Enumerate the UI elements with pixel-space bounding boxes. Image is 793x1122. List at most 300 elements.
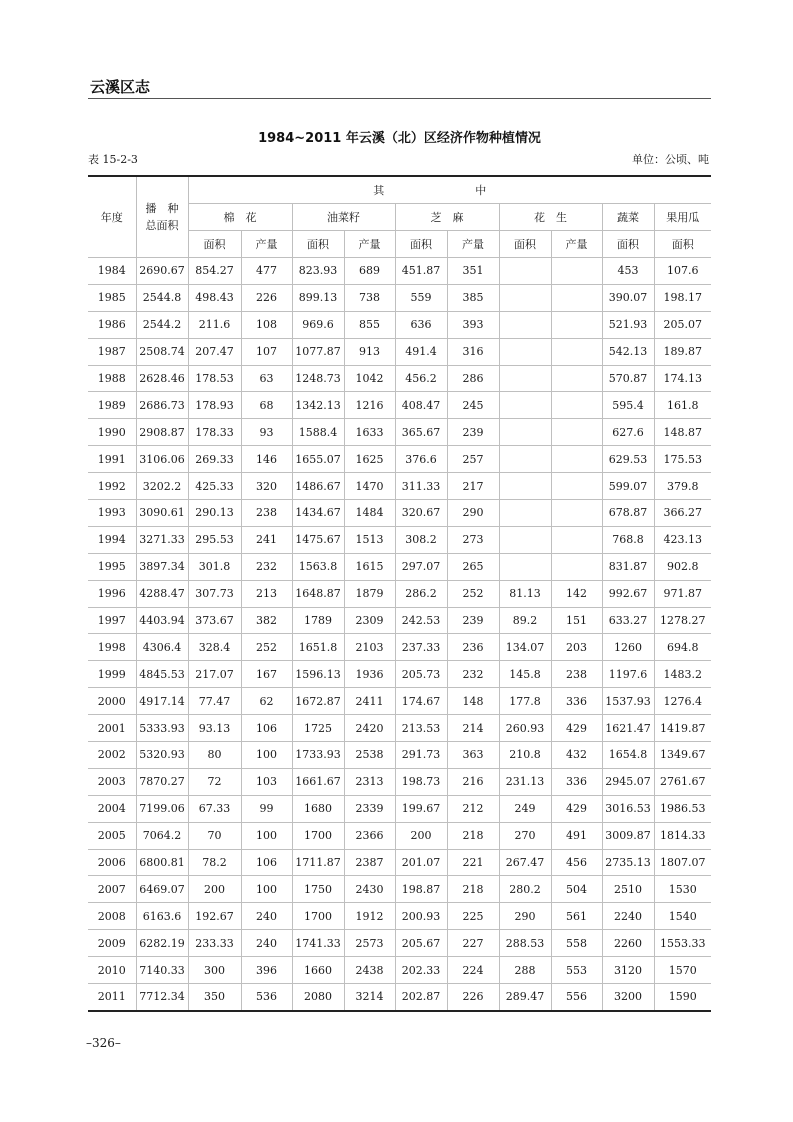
- table-cell: 200: [188, 876, 241, 903]
- table-cell: 2686.73: [136, 392, 188, 419]
- table-cell: 1570: [654, 957, 711, 984]
- table-number: 表 15-2-3: [88, 153, 138, 166]
- table-cell: 1216: [344, 392, 395, 419]
- table-cell: 1553.33: [654, 930, 711, 957]
- table-cell: 295.53: [188, 526, 241, 553]
- table-cell: 320.67: [395, 500, 447, 527]
- table-cell: 823.93: [292, 258, 344, 285]
- table-cell: 68: [241, 392, 292, 419]
- table-cell: 1621.47: [602, 715, 654, 742]
- table-cell: 148.87: [654, 419, 711, 446]
- table-cell: 1672.87: [292, 688, 344, 715]
- table-cell: 273: [447, 526, 499, 553]
- table-cell: 240: [241, 903, 292, 930]
- table-cell: 189.87: [654, 338, 711, 365]
- table-cell: 379.8: [654, 473, 711, 500]
- table-cell: 1540: [654, 903, 711, 930]
- header-crop-vegetables: 蔬菜: [602, 204, 654, 231]
- table-cell: 211.6: [188, 311, 241, 338]
- table-cell: 178.53: [188, 365, 241, 392]
- table-cell: 242.53: [395, 607, 447, 634]
- table-cell: 382: [241, 607, 292, 634]
- table-cell: 1912: [344, 903, 395, 930]
- table-cell: [551, 446, 602, 473]
- table-cell: 290.13: [188, 500, 241, 527]
- table-cell: 2420: [344, 715, 395, 742]
- table-cell: 7199.06: [136, 795, 188, 822]
- table-cell: 205.67: [395, 930, 447, 957]
- table-cell: 1470: [344, 473, 395, 500]
- table-cell: 134.07: [499, 634, 551, 661]
- table-cell: 561: [551, 903, 602, 930]
- table-cell: 200: [395, 822, 447, 849]
- year-cell: 1997: [88, 607, 136, 634]
- table-cell: 556: [551, 984, 602, 1011]
- table-row: [88, 607, 711, 634]
- table-cell: 1077.87: [292, 338, 344, 365]
- table-cell: 100: [241, 876, 292, 903]
- table-cell: 148: [447, 688, 499, 715]
- table-cell: 280.2: [499, 876, 551, 903]
- table-cell: [499, 500, 551, 527]
- table-cell: 393: [447, 311, 499, 338]
- table-cell: 385: [447, 284, 499, 311]
- table-row: [88, 715, 711, 742]
- table-cell: [551, 258, 602, 285]
- table-cell: 1278.27: [654, 607, 711, 634]
- table-cell: 629.53: [602, 446, 654, 473]
- table-cell: 224: [447, 957, 499, 984]
- table-cell: 265: [447, 553, 499, 580]
- table-row: [88, 473, 711, 500]
- table-cell: 425.33: [188, 473, 241, 500]
- table-cell: 477: [241, 258, 292, 285]
- table-cell: [551, 338, 602, 365]
- table-cell: 270: [499, 822, 551, 849]
- table-cell: 1733.93: [292, 742, 344, 769]
- table-cell: 2761.67: [654, 768, 711, 795]
- year-cell: 1993: [88, 500, 136, 527]
- table-cell: 1260: [602, 634, 654, 661]
- table-row: [88, 849, 711, 876]
- header-crop-melons: 果用瓜: [654, 204, 711, 231]
- table-cell: 2080: [292, 984, 344, 1011]
- table-cell: 260.93: [499, 715, 551, 742]
- table-row: [88, 258, 711, 285]
- year-cell: 2007: [88, 876, 136, 903]
- table-cell: [499, 284, 551, 311]
- table-cell: [551, 500, 602, 527]
- table-cell: 1725: [292, 715, 344, 742]
- table-cell: 201.07: [395, 849, 447, 876]
- header-output: 产量: [344, 231, 395, 258]
- table-cell: 6800.81: [136, 849, 188, 876]
- table-cell: 855: [344, 311, 395, 338]
- table-cell: 3897.34: [136, 553, 188, 580]
- table-cell: 3214: [344, 984, 395, 1011]
- table-cell: 212: [447, 795, 499, 822]
- table-cell: 241: [241, 526, 292, 553]
- table-cell: 2438: [344, 957, 395, 984]
- table-cell: 290: [447, 500, 499, 527]
- table-row: [88, 311, 711, 338]
- table-cell: 1936: [344, 661, 395, 688]
- table-cell: 1648.87: [292, 580, 344, 607]
- table-cell: 192.67: [188, 903, 241, 930]
- year-cell: 1989: [88, 392, 136, 419]
- table-cell: 336: [551, 688, 602, 715]
- year-cell: 1994: [88, 526, 136, 553]
- table-cell: 1814.33: [654, 822, 711, 849]
- table-cell: 854.27: [188, 258, 241, 285]
- table-cell: 390.07: [602, 284, 654, 311]
- table-row: [88, 742, 711, 769]
- table-cell: 78.2: [188, 849, 241, 876]
- table-row: [88, 526, 711, 553]
- table-cell: 1700: [292, 903, 344, 930]
- table-cell: 99: [241, 795, 292, 822]
- header-total-area: [136, 176, 188, 258]
- table-cell: 2544.8: [136, 284, 188, 311]
- table-row: [88, 930, 711, 957]
- table-cell: 107: [241, 338, 292, 365]
- table-cell: [499, 526, 551, 553]
- table-cell: 217: [447, 473, 499, 500]
- table-cell: 2908.87: [136, 419, 188, 446]
- table-cell: 291.73: [395, 742, 447, 769]
- year-cell: 1986: [88, 311, 136, 338]
- table-cell: 225: [447, 903, 499, 930]
- table-cell: 89.2: [499, 607, 551, 634]
- table-row: [88, 580, 711, 607]
- header-crop-peanut: 花 生: [499, 204, 602, 231]
- table-cell: [551, 473, 602, 500]
- table-cell: 1484: [344, 500, 395, 527]
- table-cell: 1513: [344, 526, 395, 553]
- table-cell: 7140.33: [136, 957, 188, 984]
- table-cell: 328.4: [188, 634, 241, 661]
- table-cell: [499, 473, 551, 500]
- table-cell: 3120: [602, 957, 654, 984]
- table-cell: 1680: [292, 795, 344, 822]
- table-cell: 3271.33: [136, 526, 188, 553]
- table-cell: 2260: [602, 930, 654, 957]
- table-cell: 1434.67: [292, 500, 344, 527]
- year-cell: 1996: [88, 580, 136, 607]
- table-cell: 831.87: [602, 553, 654, 580]
- table-cell: 1590: [654, 984, 711, 1011]
- table-cell: 2510: [602, 876, 654, 903]
- table-cell: 239: [447, 607, 499, 634]
- table-cell: 2411: [344, 688, 395, 715]
- table-cell: 2240: [602, 903, 654, 930]
- table-cell: 1419.87: [654, 715, 711, 742]
- table-cell: [499, 258, 551, 285]
- table-cell: 6282.19: [136, 930, 188, 957]
- table-cell: 213.53: [395, 715, 447, 742]
- table-cell: 694.8: [654, 634, 711, 661]
- table-cell: 198.73: [395, 768, 447, 795]
- table-cell: 178.93: [188, 392, 241, 419]
- table-cell: 1986.53: [654, 795, 711, 822]
- table-cell: [551, 553, 602, 580]
- year-cell: 2002: [88, 742, 136, 769]
- header-area: 面积: [188, 231, 241, 258]
- table-cell: 269.33: [188, 446, 241, 473]
- table-cell: 1588.4: [292, 419, 344, 446]
- table-cell: 238: [551, 661, 602, 688]
- table-cell: 899.13: [292, 284, 344, 311]
- table-cell: 103: [241, 768, 292, 795]
- header-crop-sesame: 芝 麻: [395, 204, 499, 231]
- table-cell: 77.47: [188, 688, 241, 715]
- table-cell: 429: [551, 715, 602, 742]
- table-cell: 456: [551, 849, 602, 876]
- table-cell: 4288.47: [136, 580, 188, 607]
- table-cell: 142: [551, 580, 602, 607]
- table-cell: 240: [241, 930, 292, 957]
- table-cell: 4403.94: [136, 607, 188, 634]
- table-cell: 2544.2: [136, 311, 188, 338]
- year-cell: 1990: [88, 419, 136, 446]
- year-cell: 1991: [88, 446, 136, 473]
- table-cell: [499, 553, 551, 580]
- table-cell: [499, 446, 551, 473]
- table-cell: 5333.93: [136, 715, 188, 742]
- table-cell: 297.07: [395, 553, 447, 580]
- table-cell: 1633: [344, 419, 395, 446]
- table-cell: 167: [241, 661, 292, 688]
- table-cell: 67.33: [188, 795, 241, 822]
- table-cell: 1700: [292, 822, 344, 849]
- table-cell: 93.13: [188, 715, 241, 742]
- table-cell: 363: [447, 742, 499, 769]
- table-row: [88, 392, 711, 419]
- table-cell: 3016.53: [602, 795, 654, 822]
- table-cell: [499, 392, 551, 419]
- table-cell: 1530: [654, 876, 711, 903]
- table-cell: 198.87: [395, 876, 447, 903]
- year-cell: 1988: [88, 365, 136, 392]
- table-cell: 290: [499, 903, 551, 930]
- table-cell: [551, 284, 602, 311]
- table-cell: 151: [551, 607, 602, 634]
- table-cell: 504: [551, 876, 602, 903]
- table-cell: 992.67: [602, 580, 654, 607]
- table-row: [88, 903, 711, 930]
- table-cell: 2339: [344, 795, 395, 822]
- table-row: [88, 634, 711, 661]
- table-cell: 2387: [344, 849, 395, 876]
- table-cell: [499, 338, 551, 365]
- header-total-line1: 播 种: [145, 202, 179, 215]
- table-cell: 202.33: [395, 957, 447, 984]
- table-cell: 542.13: [602, 338, 654, 365]
- table-cell: 559: [395, 284, 447, 311]
- table-cell: 521.93: [602, 311, 654, 338]
- table-cell: 4845.53: [136, 661, 188, 688]
- year-cell: 2001: [88, 715, 136, 742]
- table-cell: 558: [551, 930, 602, 957]
- table-cell: 232: [447, 661, 499, 688]
- table-cell: 226: [241, 284, 292, 311]
- table-cell: 451.87: [395, 258, 447, 285]
- header-area: 面积: [654, 231, 711, 258]
- table-cell: 174.13: [654, 365, 711, 392]
- table-cell: 70: [188, 822, 241, 849]
- table-cell: 210.8: [499, 742, 551, 769]
- table-cell: 2538: [344, 742, 395, 769]
- table-cell: 205.73: [395, 661, 447, 688]
- year-cell: 1987: [88, 338, 136, 365]
- table-cell: 2628.46: [136, 365, 188, 392]
- header-output: 产量: [447, 231, 499, 258]
- table-cell: 491.4: [395, 338, 447, 365]
- table-cell: 2430: [344, 876, 395, 903]
- table-cell: 100: [241, 742, 292, 769]
- table-cell: 205.07: [654, 311, 711, 338]
- table-cell: 2573: [344, 930, 395, 957]
- year-cell: 2005: [88, 822, 136, 849]
- table-cell: [551, 311, 602, 338]
- table-cell: 286.2: [395, 580, 447, 607]
- year-cell: 2006: [88, 849, 136, 876]
- table-cell: 1276.4: [654, 688, 711, 715]
- table-cell: 1042: [344, 365, 395, 392]
- table-row: [88, 553, 711, 580]
- table-cell: 429: [551, 795, 602, 822]
- table-cell: 252: [241, 634, 292, 661]
- table-cell: 218: [447, 876, 499, 903]
- table-cell: 177.8: [499, 688, 551, 715]
- table-cell: 4306.4: [136, 634, 188, 661]
- table-cell: 6163.6: [136, 903, 188, 930]
- table-cell: 108: [241, 311, 292, 338]
- table-cell: 1651.8: [292, 634, 344, 661]
- header-output: 产量: [551, 231, 602, 258]
- table-cell: 257: [447, 446, 499, 473]
- table-cell: 2366: [344, 822, 395, 849]
- table-body: [88, 258, 711, 1011]
- table-cell: 217.07: [188, 661, 241, 688]
- table-row: [88, 768, 711, 795]
- table-cell: 301.8: [188, 553, 241, 580]
- table-cell: 174.67: [395, 688, 447, 715]
- table-cell: 768.8: [602, 526, 654, 553]
- table-cell: 336: [551, 768, 602, 795]
- table-cell: 175.53: [654, 446, 711, 473]
- table-cell: 3090.61: [136, 500, 188, 527]
- header-area: 面积: [292, 231, 344, 258]
- table-cell: 146: [241, 446, 292, 473]
- table-cell: 1596.13: [292, 661, 344, 688]
- year-cell: 2000: [88, 688, 136, 715]
- year-cell: 1999: [88, 661, 136, 688]
- table-cell: 423.13: [654, 526, 711, 553]
- header-year: 年度: [88, 176, 136, 258]
- table-cell: 199.67: [395, 795, 447, 822]
- table-cell: 1711.87: [292, 849, 344, 876]
- table-cell: 595.4: [602, 392, 654, 419]
- table-cell: 72: [188, 768, 241, 795]
- year-cell: 1998: [88, 634, 136, 661]
- book-title: 云溪区志: [90, 78, 151, 96]
- table-cell: 1655.07: [292, 446, 344, 473]
- table-row: [88, 688, 711, 715]
- table-cell: 81.13: [499, 580, 551, 607]
- year-cell: 2009: [88, 930, 136, 957]
- table-cell: 237.33: [395, 634, 447, 661]
- table-cell: 252: [447, 580, 499, 607]
- table-cell: 233.33: [188, 930, 241, 957]
- table-cell: 320: [241, 473, 292, 500]
- table-cell: 63: [241, 365, 292, 392]
- table-cell: 969.6: [292, 311, 344, 338]
- table-cell: 1197.6: [602, 661, 654, 688]
- year-cell: 1984: [88, 258, 136, 285]
- table-cell: 213: [241, 580, 292, 607]
- table-cell: 207.47: [188, 338, 241, 365]
- table-cell: 100: [241, 822, 292, 849]
- table-cell: 238: [241, 500, 292, 527]
- table-cell: 93: [241, 419, 292, 446]
- table-cell: 376.6: [395, 446, 447, 473]
- table-cell: 288.53: [499, 930, 551, 957]
- table-cell: 3202.2: [136, 473, 188, 500]
- table-row: [88, 661, 711, 688]
- table-cell: 2945.07: [602, 768, 654, 795]
- table-row: [88, 338, 711, 365]
- table-cell: [499, 311, 551, 338]
- table-cell: 202.87: [395, 984, 447, 1011]
- table-cell: [551, 392, 602, 419]
- table-cell: 553: [551, 957, 602, 984]
- table-cell: 678.87: [602, 500, 654, 527]
- table-cell: 456.2: [395, 365, 447, 392]
- table-cell: 1660: [292, 957, 344, 984]
- table-cell: 1483.2: [654, 661, 711, 688]
- table-cell: 2735.13: [602, 849, 654, 876]
- year-cell: 2008: [88, 903, 136, 930]
- table-cell: 3200: [602, 984, 654, 1011]
- table-cell: 636: [395, 311, 447, 338]
- table-cell: 1563.8: [292, 553, 344, 580]
- table-cell: 599.07: [602, 473, 654, 500]
- table-cell: 1615: [344, 553, 395, 580]
- table-cell: 5320.93: [136, 742, 188, 769]
- table-cell: [551, 526, 602, 553]
- table-cell: 1486.67: [292, 473, 344, 500]
- table-cell: 239: [447, 419, 499, 446]
- table-cell: [551, 419, 602, 446]
- table-cell: 178.33: [188, 419, 241, 446]
- table-cell: 216: [447, 768, 499, 795]
- table-cell: 7064.2: [136, 822, 188, 849]
- table-cell: 408.47: [395, 392, 447, 419]
- table-cell: 107.6: [654, 258, 711, 285]
- table-cell: 62: [241, 688, 292, 715]
- table-cell: 1248.73: [292, 365, 344, 392]
- table-cell: 316: [447, 338, 499, 365]
- table-cell: 627.6: [602, 419, 654, 446]
- table-cell: 738: [344, 284, 395, 311]
- table-cell: 1475.67: [292, 526, 344, 553]
- table-cell: 633.27: [602, 607, 654, 634]
- table-cell: 231.13: [499, 768, 551, 795]
- table-row: [88, 876, 711, 903]
- table-cell: 221: [447, 849, 499, 876]
- table-cell: 913: [344, 338, 395, 365]
